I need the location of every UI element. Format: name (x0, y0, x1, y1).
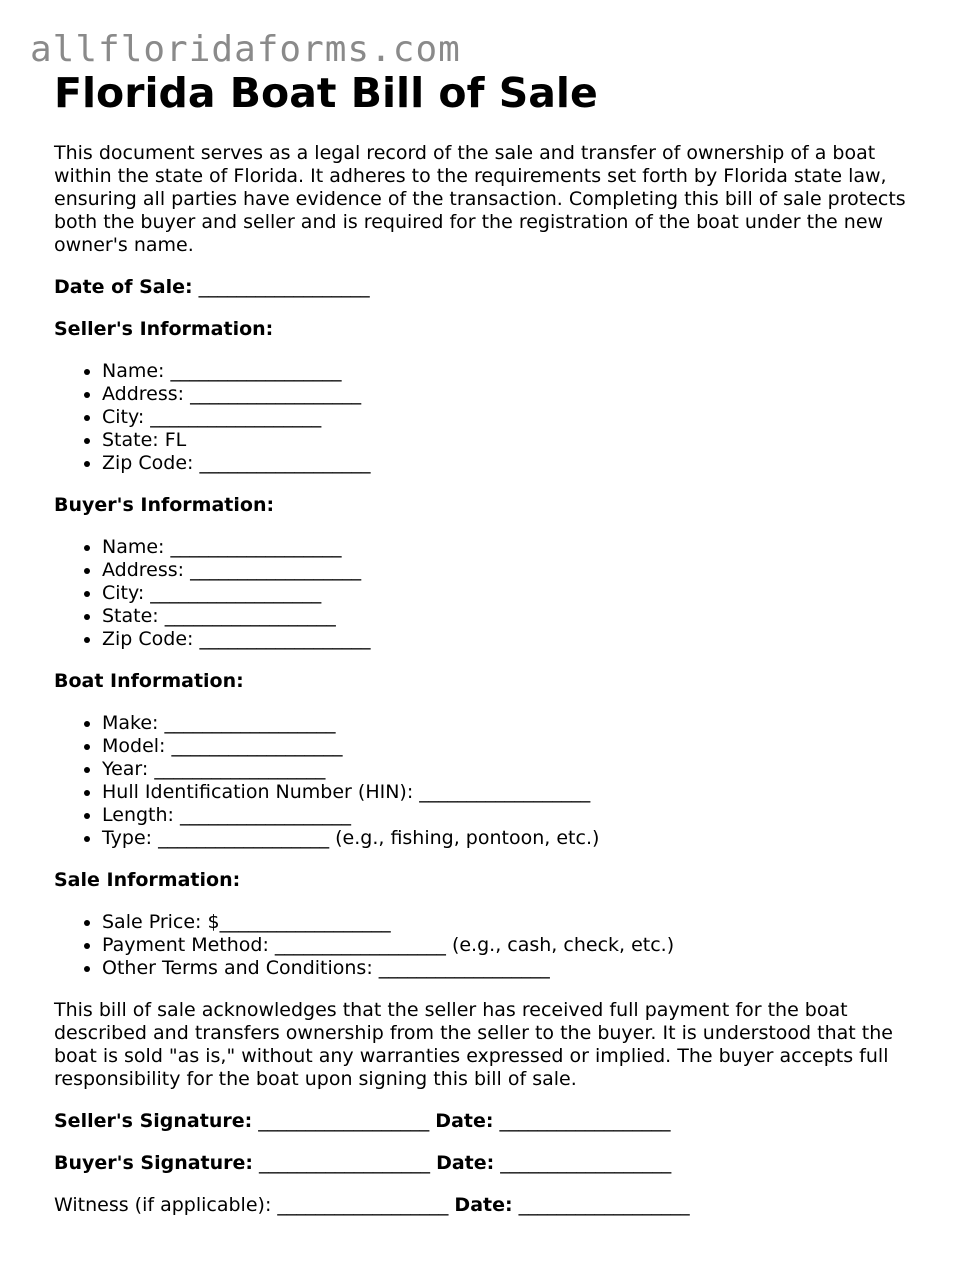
seller-city-item: • City: __________________ (102, 406, 934, 429)
witness-date-label: Date: (454, 1194, 513, 1216)
site-watermark: allfloridaforms.com (30, 29, 461, 70)
sale-price-item: • Sale Price: $__________________ (102, 911, 934, 934)
buyer-name-item: • Name: __________________ (102, 536, 934, 559)
seller-zip-item: • Zip Code: __________________ (102, 452, 934, 475)
other-terms-item: • Other Terms and Conditions: __________________ (102, 957, 934, 980)
seller-date-blank: __________________ (493, 1110, 671, 1132)
buyer-date-label: Date: (436, 1152, 495, 1174)
witness-label: Witness (if applicable): __________________ (54, 1194, 455, 1216)
intro-paragraph: This document serves as a legal record of the sale and transfer of ownership of a boat within the state of Florida. It adheres to the requirements set forth by Florida state law, ensuring all parties have evidence of the transaction. Completing this bill of sale protects both the buyer and seller and is required for the registration of the boat under the new owner's name. (54, 142, 906, 256)
seller-date-label: Date: (435, 1110, 494, 1132)
buyer-zip-item: • Zip Code: __________________ (102, 628, 934, 651)
boat-model-item: • Model: __________________ (102, 735, 934, 758)
buyer-signature-label: Buyer's Signature: (54, 1152, 253, 1174)
buyer-section-heading: Buyer's Information: (54, 494, 275, 516)
document-title: Florida Boat Bill of Sale (54, 69, 598, 117)
date-of-sale-line (54, 276, 934, 299)
buyer-signature-line (54, 1152, 934, 1175)
boat-hin-item: • Hull Identification Number (HIN): __________________ (102, 781, 934, 804)
date-of-sale-label: Date of Sale: (54, 276, 193, 298)
closing-paragraph: This bill of sale acknowledges that the seller has received full payment for the boat described and transfers ownership from the seller to the buyer. It is understood that the boat is sold "as is," without any warranties expressed or implied. The buyer accepts full responsibility for the boat upon signing this bill of sale. (54, 999, 893, 1090)
buyer-date-blank: __________________ (494, 1152, 672, 1174)
boat-info-list (54, 712, 934, 850)
buyer-city-item: • City: __________________ (102, 582, 934, 605)
seller-address-item: • Address: __________________ (102, 383, 934, 406)
boat-type-item: • Type: __________________ (e.g., fishing, pontoon, etc.) (102, 827, 934, 850)
boat-year-item: • Year: __________________ (102, 758, 934, 781)
date-of-sale-blank: __________________ (192, 276, 370, 298)
seller-section-heading: Seller's Information: (54, 318, 274, 340)
seller-signature-blank: __________________ (252, 1110, 436, 1132)
buyer-info-list (54, 536, 934, 651)
payment-method-item: • Payment Method: __________________ (e.g., cash, check, etc.) (102, 934, 934, 957)
sale-section-heading: Sale Information: (54, 869, 241, 891)
sale-info-list (54, 911, 934, 980)
document-page (54, 68, 934, 1217)
buyer-state-item: • State: __________________ (102, 605, 934, 628)
boat-section-heading: Boat Information: (54, 670, 244, 692)
seller-signature-label: Seller's Signature: (54, 1110, 253, 1132)
buyer-address-item: • Address: __________________ (102, 559, 934, 582)
seller-state-item: • State: FL (102, 429, 934, 452)
seller-name-item: • Name: __________________ (102, 360, 934, 383)
seller-signature-line (54, 1110, 934, 1133)
boat-make-item: • Make: __________________ (102, 712, 934, 735)
witness-date-blank: __________________ (512, 1194, 690, 1216)
boat-length-item: • Length: __________________ (102, 804, 934, 827)
seller-info-list (54, 360, 934, 475)
witness-signature-line (54, 1194, 934, 1217)
buyer-signature-blank: __________________ (253, 1152, 437, 1174)
